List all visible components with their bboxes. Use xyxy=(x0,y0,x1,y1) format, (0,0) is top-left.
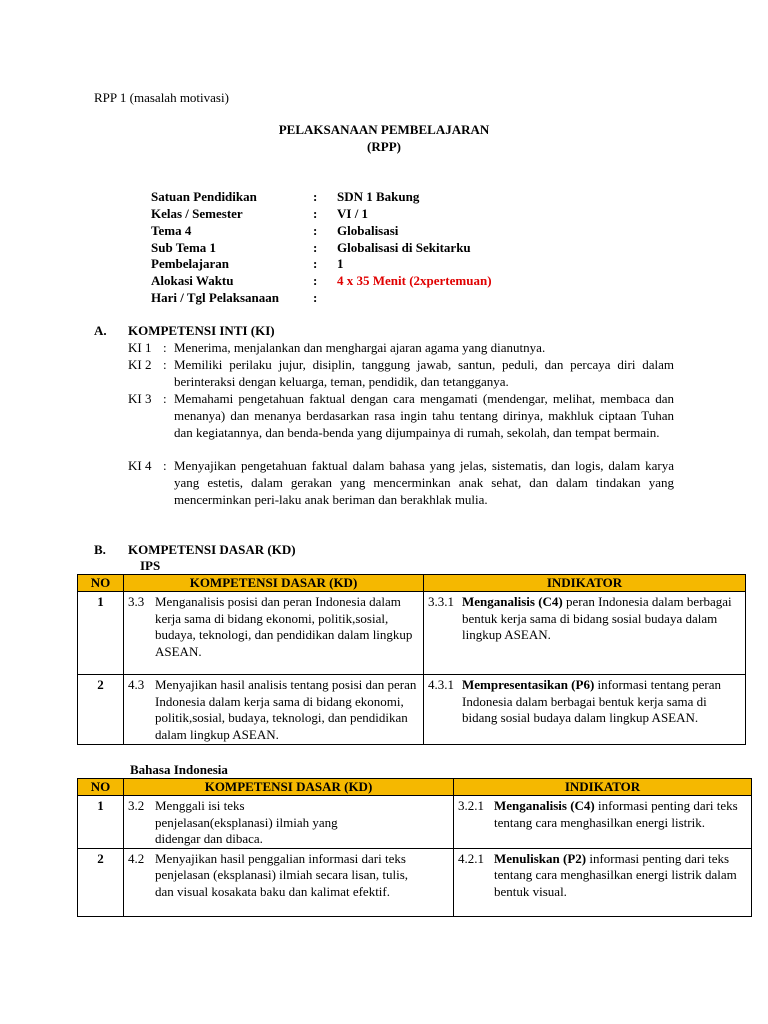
ki-code: KI 1 xyxy=(128,340,152,355)
identity-sep: : xyxy=(313,189,318,204)
ki-colon: : xyxy=(163,340,167,355)
ki-text: Menerima, menjalankan dan menghargai ajaran agama yang dianutnya. xyxy=(174,340,546,355)
identity-label: Sub Tema 1 xyxy=(151,240,217,255)
kd-table-ips xyxy=(77,574,746,745)
identity-sep: : xyxy=(313,273,318,288)
identity-label: Hari / Tgl Pelaksanaan xyxy=(151,290,279,305)
identity-label: Satuan Pendidikan xyxy=(151,189,257,204)
identity-value-alokasi: 4 x 35 Menit (2xpertemuan) xyxy=(337,273,492,288)
row-no: 2 xyxy=(78,675,124,745)
identity-value: VI / 1 xyxy=(337,206,369,221)
table-row xyxy=(78,796,752,849)
ki-code: KI 3 xyxy=(128,391,152,406)
ki-text: Memahami pengetahuan faktual dengan cara mengamati (mendengar, melihat, membaca dan menanya) dan menanya berdasarkan rasa ingin tahu tentang dirinya, makhluk ciptaan Tuhan dan kegiatannya, dan benda-benda yang dijumpainya di rumah, sekolah, dan tempat bermain. xyxy=(174,391,674,440)
identity-label: Pembelajaran xyxy=(151,256,229,271)
ki-colon: : xyxy=(163,357,167,372)
ki-text: Menyajikan pengetahuan faktual dalam bahasa yang jelas, sistematis, dan logis, dalam karya yang estetis, dalam gerakan yang mencerminkan anak sehat, dan dalam tindakan yang mencerminkan peri-laku anak beriman dan berakhlak mulia. xyxy=(174,458,674,507)
ki-text: Memiliki perilaku jujur, disiplin, tanggung jawab, santun, peduli, dan percaya diri dalam berinteraksi dengan keluarga, teman, pendidik, dan tetangganya. xyxy=(174,357,674,389)
identity-sep: : xyxy=(313,240,318,255)
identity-value: 1 xyxy=(337,256,344,271)
ki-code: KI 4 xyxy=(128,458,152,473)
identity-sep: : xyxy=(313,206,318,221)
indikator-cell: 3.2.1 Menganalisis (C4) informasi penting dari teks tentang cara menghasilkan energi listrik. xyxy=(454,796,752,849)
table-row xyxy=(78,848,752,916)
identity-label: Kelas / Semester xyxy=(151,206,243,221)
kd-cell: 3.2 Menggali isi teks penjelasan(eksplanasi) ilmiah yang didengar dan dibaca. xyxy=(124,796,454,849)
section-b-letter: B. xyxy=(94,542,106,557)
header-indikator: INDIKATOR xyxy=(424,575,746,592)
kd-cell: 4.2 Menyajikan hasil penggalian informasi dari teks penjelasan (eksplanasi) ilmiah secara lisan, tulis, dan visual kosakata baku dan kalimat efektif. xyxy=(124,848,454,916)
indikator-cell: 3.3.1 Menganalisis (C4) peran Indonesia dalam berbagai bentuk kerja sama di bidang sosial budaya dalam lingkup ASEAN. xyxy=(424,592,746,675)
document-title: PELAKSANAAN PEMBELAJARAN xyxy=(278,122,490,137)
indikator-cell: 4.3.1 Mempresentasikan (P6) informasi tentang peran Indonesia dalam berbagai bentuk kerja sama di bidang sosial budaya dalam lingkup ASEAN. xyxy=(424,675,746,745)
section-b-heading: KOMPETENSI DASAR (KD) xyxy=(128,542,296,557)
subject-ips: IPS xyxy=(140,558,161,573)
ki-code: KI 2 xyxy=(128,357,152,372)
header-kd: KOMPETENSI DASAR (KD) xyxy=(124,779,454,796)
identity-value: Globalisasi di Sekitarku xyxy=(337,240,471,255)
row-no: 2 xyxy=(78,848,124,916)
table-header-row xyxy=(78,575,746,592)
section-a-heading: KOMPETENSI INTI (KI) xyxy=(128,323,275,338)
identity-label: Alokasi Waktu xyxy=(151,273,234,288)
kd-cell: 4.3 Menyajikan hasil analisis tentang posisi dan peran Indonesia dalam kerja sama di bidang ekonomi, politik,sosial, budaya, teknologi, dan pendidikan dalam lingkup ASEAN. xyxy=(124,675,424,745)
header-no: NO xyxy=(78,779,124,796)
row-no: 1 xyxy=(78,796,124,849)
section-a-letter: A. xyxy=(94,323,107,338)
header-indikator: INDIKATOR xyxy=(454,779,752,796)
identity-label: Tema 4 xyxy=(151,223,192,238)
header-no: NO xyxy=(78,575,124,592)
identity-value: SDN 1 Bakung xyxy=(337,189,420,204)
table-header-row xyxy=(78,779,752,796)
ki-colon: : xyxy=(163,391,167,406)
kd-table-bahasa-indonesia xyxy=(77,778,752,917)
kd-cell: 3.3 Menganalisis posisi dan peran Indonesia dalam kerja sama di bidang ekonomi, politik,sosial, budaya, teknologi, dan pendidikan dalam lingkup ASEAN. xyxy=(124,592,424,675)
document-subtitle: (RPP) xyxy=(367,139,401,154)
ki-colon: : xyxy=(163,458,167,473)
document-label: RPP 1 (masalah motivasi) xyxy=(94,90,229,105)
identity-sep: : xyxy=(313,290,318,305)
header-kd: KOMPETENSI DASAR (KD) xyxy=(124,575,424,592)
identity-value: Globalisasi xyxy=(337,223,399,238)
table-row xyxy=(78,592,746,675)
identity-sep: : xyxy=(313,256,318,271)
identity-sep: : xyxy=(313,223,318,238)
table-row xyxy=(78,675,746,745)
subject-bahasa-indonesia: Bahasa Indonesia xyxy=(130,762,228,777)
indikator-cell: 4.2.1 Menuliskan (P2) informasi penting dari teks tentang cara menghasilkan energi listrik dalam bentuk visual. xyxy=(454,848,752,916)
row-no: 1 xyxy=(78,592,124,675)
